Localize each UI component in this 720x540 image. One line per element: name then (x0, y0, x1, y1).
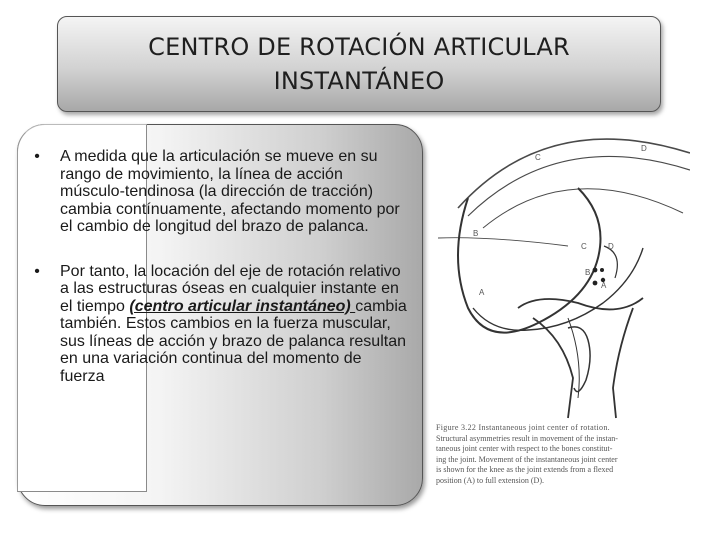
caption-line-4: ing the joint. Movement of the instantaneous joint center (436, 454, 618, 464)
label-b: B (473, 229, 479, 238)
point-b (593, 281, 598, 286)
page-title-line-2: INSTANTÁNEO (273, 67, 445, 95)
title-box (57, 16, 661, 112)
label-a-small: A (601, 281, 607, 290)
bullet-marker: • (34, 262, 40, 280)
label-d-top: D (641, 144, 647, 153)
caption-line-3: taneous joint center with respect to the bones constitut- (436, 444, 613, 454)
label-b-small: B (585, 268, 591, 277)
caption-line-5: is shown for the knee as the joint extends from a flexed (436, 465, 614, 475)
bullet-text-start: Por tanto, la locación del eje de rotación relativo a las estructuras óseas en cualquier instante en el tiempo (60, 262, 401, 315)
figure-caption (436, 423, 686, 487)
bullet-item-1 (30, 148, 410, 236)
bullet-list (30, 148, 410, 412)
label-c-small: C (581, 242, 587, 251)
page-title-line-1: CENTRO DE ROTACIÓN ARTICULAR (148, 33, 570, 61)
label-a: A (479, 288, 485, 297)
point-a (600, 268, 604, 272)
label-c: C (535, 153, 541, 162)
caption-line-1: Figure 3.22 Instantaneous joint center of rotation. (436, 423, 610, 432)
caption-line-2: Structural asymmetries result in movement of the instan- (436, 433, 618, 443)
femur-outline (458, 188, 643, 333)
bullet-marker: • (34, 148, 40, 165)
caption-line-6: position (A) to full extension (D). (436, 475, 544, 485)
bullet-item-2 (30, 263, 410, 386)
bullet-text: A medida que la articulación se mueve en su rango de movimiento, la línea de acción músculo-tendinosa (la dirección de tracción) cambia contínuamente, afectando momento por el cambio de longitud del brazo de palanca. (60, 148, 400, 235)
bullet-emphasis: (centro articular instantáneo) (129, 297, 356, 315)
bullet-text-end: cambia también. Estos cambios en la fuerza muscular, sus líneas de acción y brazo de palanca resultan en una variación continua del momento de fuerza (60, 297, 407, 385)
label-d-small: D (608, 242, 614, 251)
point-d (593, 268, 598, 273)
